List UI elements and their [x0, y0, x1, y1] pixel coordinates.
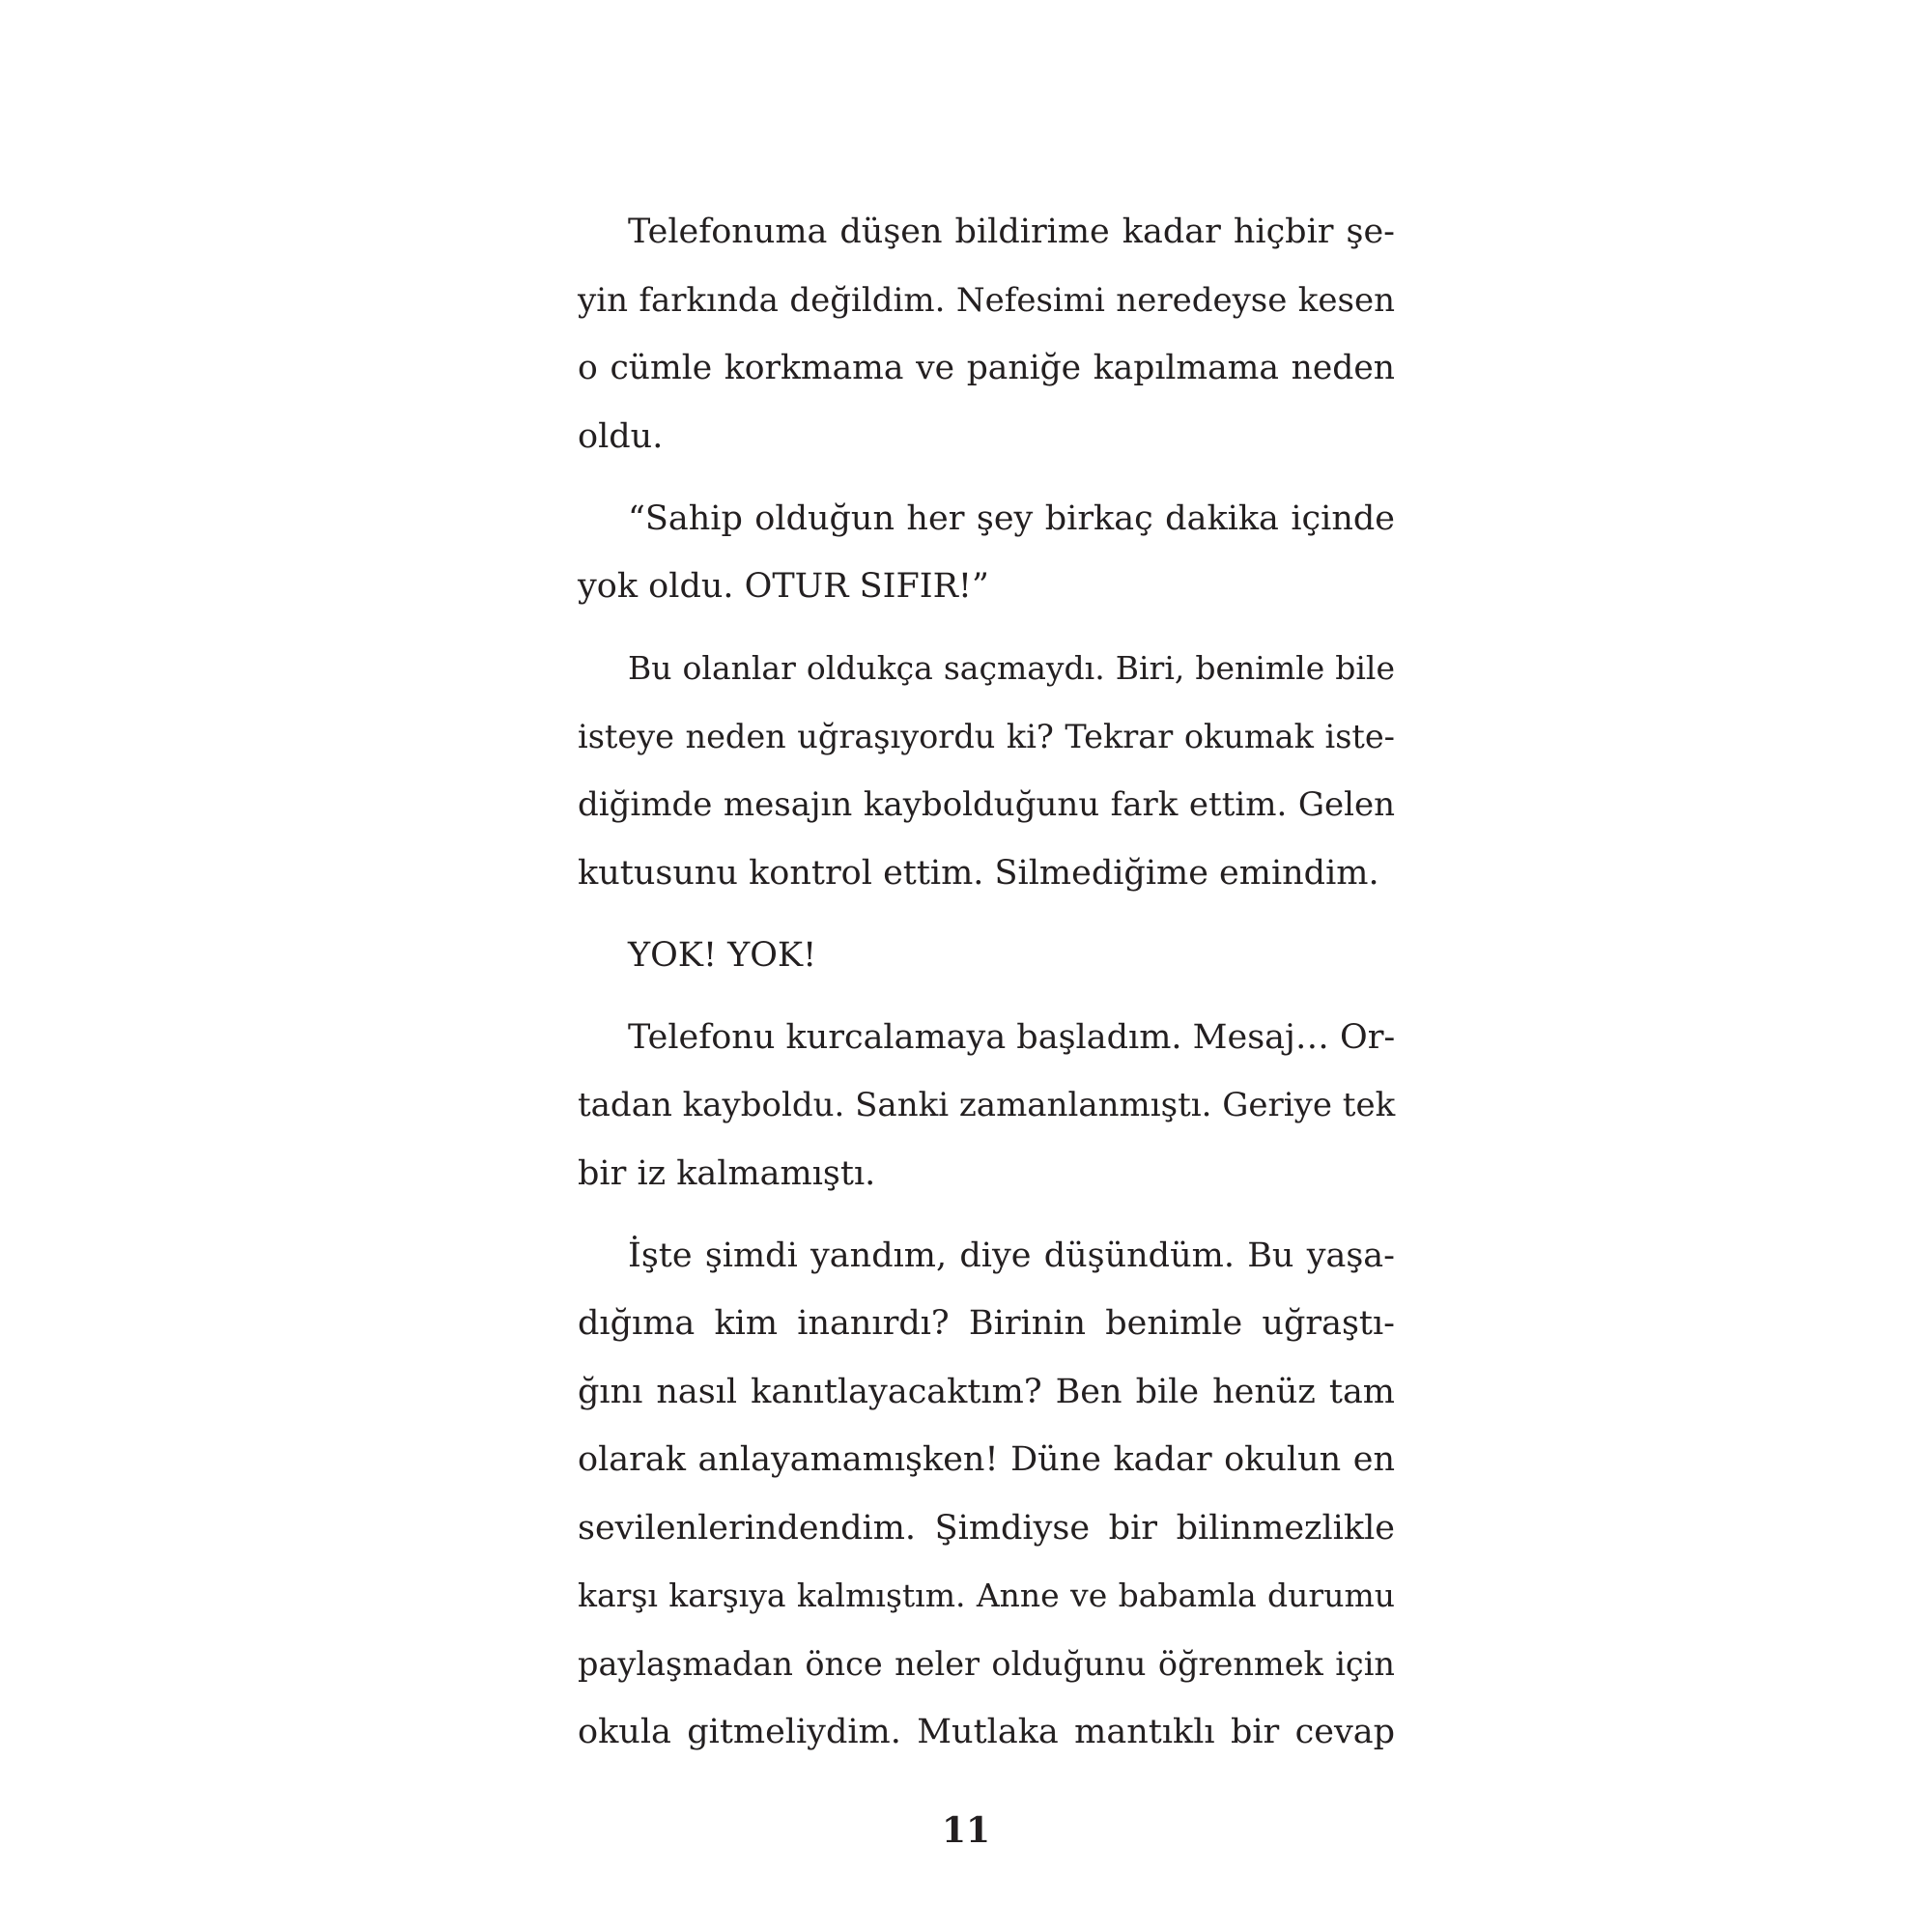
text-line: diğimde mesajın kaybolduğunu fark ettim. Gelen [578, 785, 1395, 824]
text-line: yok oldu. OTUR SIFIR!” [578, 567, 989, 606]
text-line: İşte şimdi yandım, diye düşündüm. Bu yaşa- [628, 1236, 1395, 1275]
paragraph-3 [578, 635, 1395, 907]
paragraph-5 [578, 1004, 1395, 1208]
text-line: isteye neden uğraşıyordu ki? Tekrar okumak iste- [578, 717, 1395, 755]
paragraph-4 [578, 922, 1395, 990]
text-line: tadan kayboldu. Sanki zamanlanmıştı. Geriye tek [578, 1086, 1396, 1124]
text-line: olarak anlayamamışken! Düne kadar okulun en [578, 1440, 1395, 1479]
text-line: Telefonu kurcalamaya başladım. Mesaj… Or- [628, 1017, 1396, 1057]
page-number: 11 [941, 1810, 991, 1851]
text-line: bir iz kalmamıştı. [578, 1153, 876, 1193]
paragraph-2 [578, 485, 1395, 621]
body-text [578, 198, 1395, 1767]
paragraph-6 [578, 1222, 1395, 1767]
text-line: kutusunu kontrol ettim. Silmediğime emindim. [578, 853, 1379, 893]
text-line: karşı karşıya kalmıştım. Anne ve babamla durumu [578, 1577, 1395, 1614]
text-line: paylaşmadan önce neler olduğunu öğrenmek için [578, 1644, 1395, 1683]
text-line: Bu olanlar oldukça saçmaydı. Biri, benimle bile [628, 649, 1395, 687]
text-line: “Sahip olduğun her şey birkaç dakika içinde [628, 498, 1395, 538]
text-line: yin farkında değildim. Nefesimi neredeyse kesen [578, 280, 1395, 320]
paragraph-1 [578, 198, 1395, 470]
text-line: okula gitmeliydim. Mutlaka mantıklı bir cevap [578, 1713, 1395, 1751]
text-line: oldu. [578, 416, 664, 456]
text-line: dığıma kim inanırdı? Birinin benimle uğraştı- [578, 1304, 1395, 1343]
text-line: Telefonuma düşen bildirime kadar hiçbir şe- [628, 213, 1395, 251]
text-line: sevilenlerindendim. Şimdiyse bir bilinmezlikle [578, 1508, 1395, 1548]
text-line: YOK! YOK! [628, 935, 817, 975]
text-line: o cümle korkmama ve paniğe kapılmama neden [578, 349, 1395, 387]
text-line: ğını nasıl kanıtlayacaktım? Ben bile henüz tam [578, 1372, 1395, 1411]
